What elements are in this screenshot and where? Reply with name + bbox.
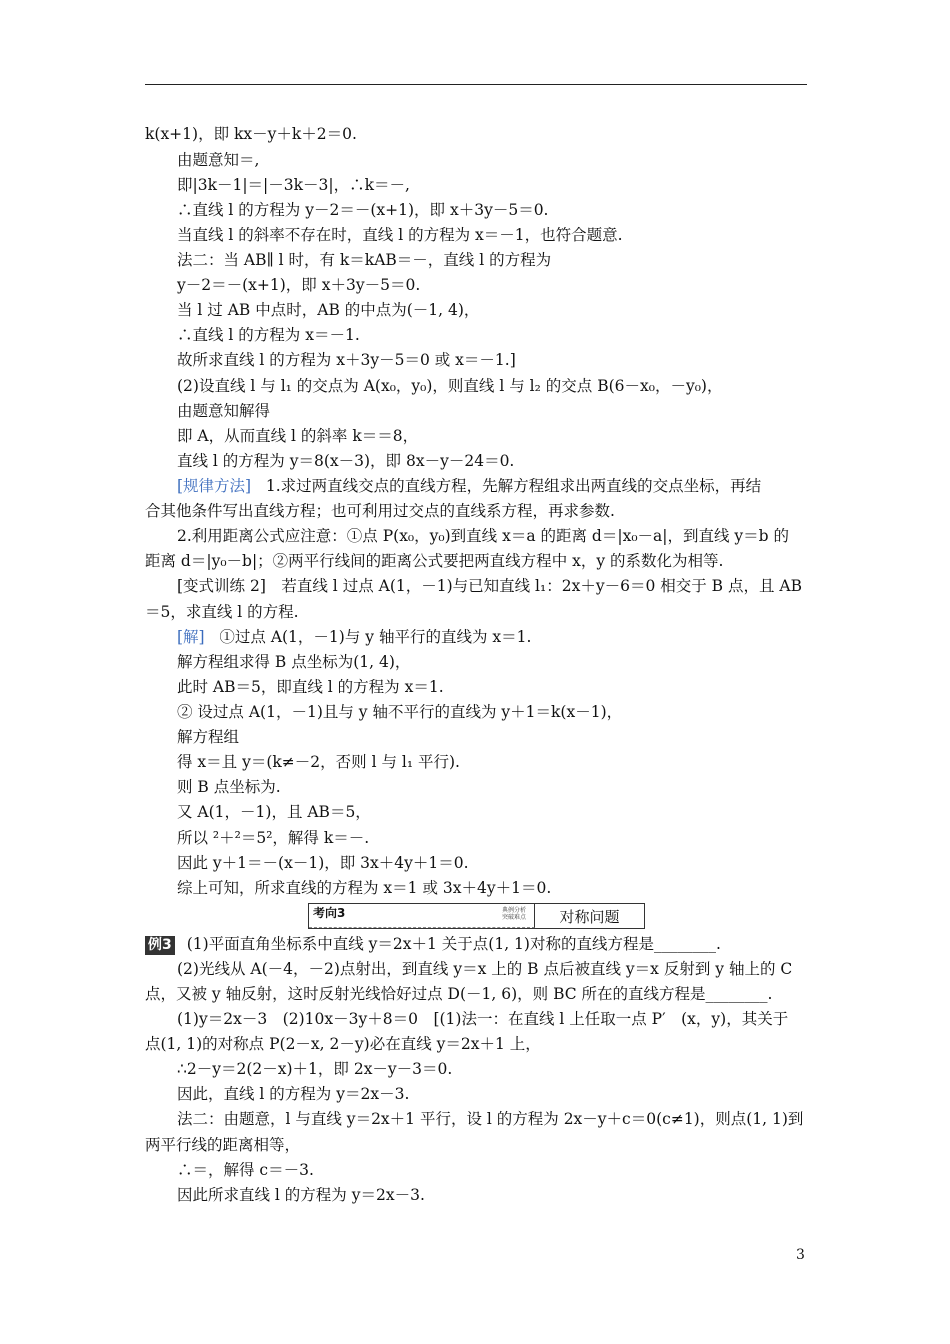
text-line: (1)y＝2x－3 (2)10x－3y＋8＝0 [(1)法一：在直线 l 上任取一点 P′ (x，y)，其关于: [177, 1010, 789, 1028]
text-line: [变式训练 2] 若直线 l 过点 A(1，－1)与已知直线 l₁：2x＋y－6＝0 相交于 B 点，且 AB: [177, 577, 802, 595]
section-title: 对称问题: [559, 908, 620, 926]
text-line: 当 l 过 AB 中点时，AB 的中点为(－1, 4)，: [177, 301, 480, 319]
text-line: ② 设过点 A(1，－1)且与 y 轴不平行的直线为 y＋1＝k(x－1)，: [177, 703, 623, 721]
text-line: 则 B 点坐标为.: [177, 778, 281, 796]
text-line: 1.求过两直线交点的直线方程，先解方程组求出两直线的交点坐标，再结: [265, 477, 762, 495]
method-paragraph: [177, 477, 761, 496]
mini-note: 典例分析 突破难点: [501, 907, 526, 921]
text-line: (1)平面直角坐标系中直线 y＝2x＋1 关于点(1, 1)对称的直线方程是________.: [186, 935, 721, 953]
text-line: (2)设直线 l 与 l₁ 的交点为 A(x₀，y₀)，则直线 l 与 l₂ 的交点 B(6－x₀，－y₀)，: [177, 377, 723, 395]
text-line: 直线 l 的方程为 y＝8(x－3)，即 8x－y－24＝0.: [177, 452, 515, 470]
header-rule: [145, 84, 807, 85]
text-line: 因此 y＋1＝－(x－1)，即 3x＋4y＋1＝0.: [177, 854, 469, 872]
text-line: 即|3k－1|＝|－3k－3|，∴k＝－,: [177, 176, 410, 194]
text-line: 即 A，从而直线 l 的斜率 k＝＝8，: [177, 427, 419, 445]
text-line: 法二：由题意，l 与直线 y＝2x＋1 平行，设 l 的方程为 2x－y＋c＝0(c≠1)，则点(1, 1)到: [177, 1110, 804, 1128]
example-paragraph: [145, 935, 721, 955]
text-line: 合其他条件写出直线方程；也可利用过交点的直线系方程，再求参数.: [145, 502, 615, 520]
text-line: ∴2－y＝2(2－x)＋1，即 2x－y－3＝0.: [177, 1060, 453, 1078]
kaoxiang-tag: 考向3: [313, 906, 346, 920]
text-line: k(x+1)，即 kx－y＋k＋2＝0.: [145, 125, 357, 143]
text-line: 所以 ²＋²＝5²，解得 k＝－.: [177, 829, 370, 847]
text-line: 距离 d＝|y₀－b|；②两平行线间的距离公式要把两直线方程中 x，y 的系数化为相等.: [145, 552, 724, 570]
text-line: 因此所求直线 l 的方程为 y＝2x－3.: [177, 1186, 425, 1204]
text-line: 因此，直线 l 的方程为 y＝2x－3.: [177, 1085, 410, 1103]
text-line: 此时 AB＝5，即直线 l 的方程为 x＝1.: [177, 678, 444, 696]
example-badge: 例3: [145, 936, 175, 955]
text-line: 综上可知，所求直线的方程为 x＝1 或 3x＋4y＋1＝0.: [177, 879, 552, 897]
text-line: ＝5，求直线 l 的方程.: [145, 603, 299, 621]
text-line: 故所求直线 l 的方程为 x＋3y－5＝0 或 x＝－1.]: [177, 351, 516, 369]
text-line: (2)光线从 A(－4，－2)点射出，到直线 y＝x 上的 B 点后被直线 y＝x 反射到 y 轴上的 C: [177, 960, 793, 978]
text-line: 点(1, 1)的对称点 P(2－x, 2－y)必在直线 y＝2x＋1 上，: [145, 1035, 541, 1053]
text-line: 2.利用距离公式应注意：①点 P(x₀，y₀)到直线 x＝a 的距离 d＝|x₀－a|，到直线 y＝b 的: [177, 527, 790, 545]
solution-label: [解]: [177, 628, 205, 646]
text-line: 法二：当 AB∥ l 时，有 k＝kAB＝－，直线 l 的方程为: [177, 251, 552, 269]
text-line: ∴＝，解得 c＝－3.: [177, 1161, 314, 1179]
text-line: ①过点 A(1，－1)与 y 轴平行的直线为 x＝1.: [219, 628, 532, 646]
text-line: 两平行线的距离相等，: [145, 1136, 301, 1154]
text-line: 得 x＝且 y＝(k≠－2，否则 l 与 l₁ 平行).: [177, 753, 460, 771]
text-line: y－2＝－(x+1)，即 x＋3y－5＝0.: [177, 276, 421, 294]
text-line: 当直线 l 的斜率不存在时，直线 l 的方程为 x＝－1，也符合题意.: [177, 226, 623, 244]
text-line: 由题意知＝,: [177, 151, 260, 169]
text-line: 由题意知解得: [177, 402, 271, 420]
section-header-box: [308, 903, 645, 929]
section-tag-area: [309, 904, 535, 928]
solution-paragraph: [177, 628, 531, 647]
text-line: 解方程组求得 B 点坐标为(1, 4)，: [177, 653, 411, 671]
text-line: 解方程组: [177, 728, 240, 746]
text-line: 点，又被 y 轴反射，这时反射光线恰好过点 D(－1, 6)，则 BC 所在的直线方程是________.: [145, 985, 773, 1003]
text-line: ∴直线 l 的方程为 x＝－1.: [177, 326, 360, 344]
page-number: 3: [796, 1247, 805, 1263]
text-line: ∴直线 l 的方程为 y－2＝－(x+1)，即 x＋3y－5＝0.: [177, 201, 549, 219]
method-label: [规律方法]: [177, 477, 252, 495]
text-line: 又 A(1，－1)，且 AB＝5，: [177, 803, 371, 821]
